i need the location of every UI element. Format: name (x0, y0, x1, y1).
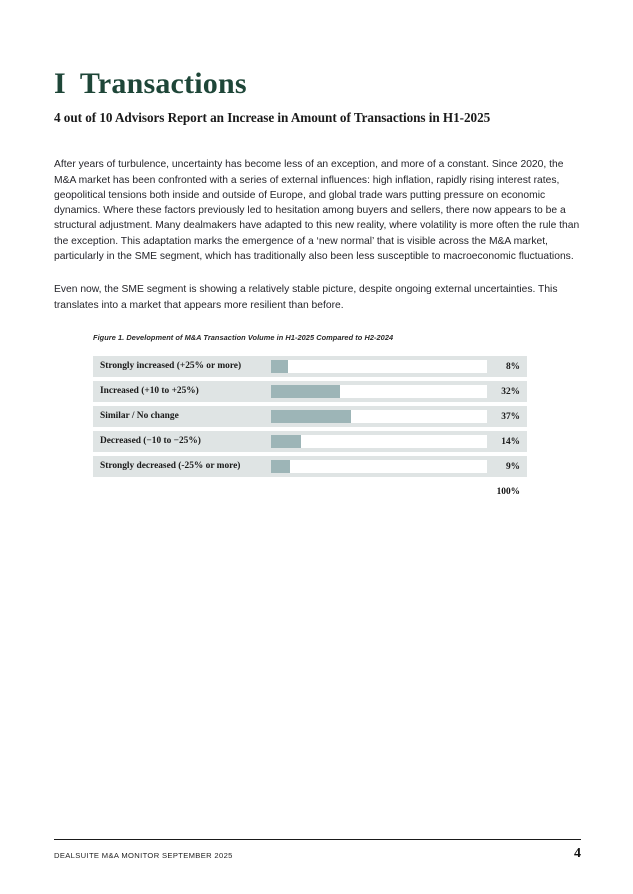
page-title (54, 66, 247, 102)
bar-chart (93, 356, 527, 481)
bar-track (271, 360, 487, 373)
figure-caption: Figure 1. Development of M&A Transaction Volume in H1-2025 Compared to H2-2024 (93, 333, 394, 342)
bar-fill (271, 360, 288, 373)
bar-fill (271, 460, 290, 473)
footer-publication-label: DEALSUITE M&A MONITOR SEPTEMBER 2025 (54, 851, 233, 860)
bar-track (271, 410, 487, 423)
bar-category-label: Increased (+10 to +25%) (100, 386, 199, 396)
body-paragraph-2: Even now, the SME segment is showing a relatively stable picture, despite ongoing external uncertainties. This translates into a market that appears more resilient than before. (54, 284, 558, 311)
bar-fill (271, 435, 301, 448)
bar-category-label: Strongly increased (+25% or more) (100, 361, 242, 371)
bar-value-label: 37% (501, 411, 520, 422)
chapter-number: I (54, 67, 66, 101)
table-row (93, 406, 527, 427)
bar-value-label: 9% (505, 461, 520, 472)
table-row (93, 431, 527, 452)
page-number: 4 (574, 846, 581, 861)
bar-track (271, 385, 487, 398)
bar-track (271, 460, 487, 473)
bar-category-label: Decreased (−10 to −25%) (100, 436, 201, 446)
table-row (93, 356, 527, 377)
table-row (93, 456, 527, 477)
bar-track (271, 435, 487, 448)
bar-value-label: 8% (505, 361, 520, 372)
chapter-title-text: Transactions (79, 67, 247, 101)
bar-value-label: 14% (501, 436, 520, 447)
section-subtitle: 4 out of 10 Advisors Report an Increase in Amount of Transactions in H1-2025 (54, 109, 491, 125)
bar-category-label: Similar / No change (100, 411, 179, 421)
footer-divider (54, 839, 581, 840)
bar-fill (271, 385, 340, 398)
bar-value-label: 32% (501, 386, 520, 397)
bar-fill (271, 410, 351, 423)
bar-category-label: Strongly decreased (-25% or more) (100, 461, 241, 471)
body-paragraph-1: After years of turbulence, uncertainty has become less of an exception, and more of a constant. Since 2020, the M&A market has been confronted with a series of external influences: high inflation, rapidly rising interest rates, geopolitical tensions both inside and outside of Europe, and global trade wars putting pressure on economic dynamics. Where these factors previously led to hesitation among buyers and sellers, there now appears to be a structural adjustment. Many dealmakers have adapted to this new reality, where volatility is more often the rule than the exception. This adaptation marks the emergence of a ‘new normal’ that is visible across the M&A market, particularly in the SME segment, which has traditionally also been less susceptible to macroeconomic fluctuations. (54, 159, 580, 262)
table-row (93, 381, 527, 402)
chart-total-label: 100% (496, 487, 520, 497)
